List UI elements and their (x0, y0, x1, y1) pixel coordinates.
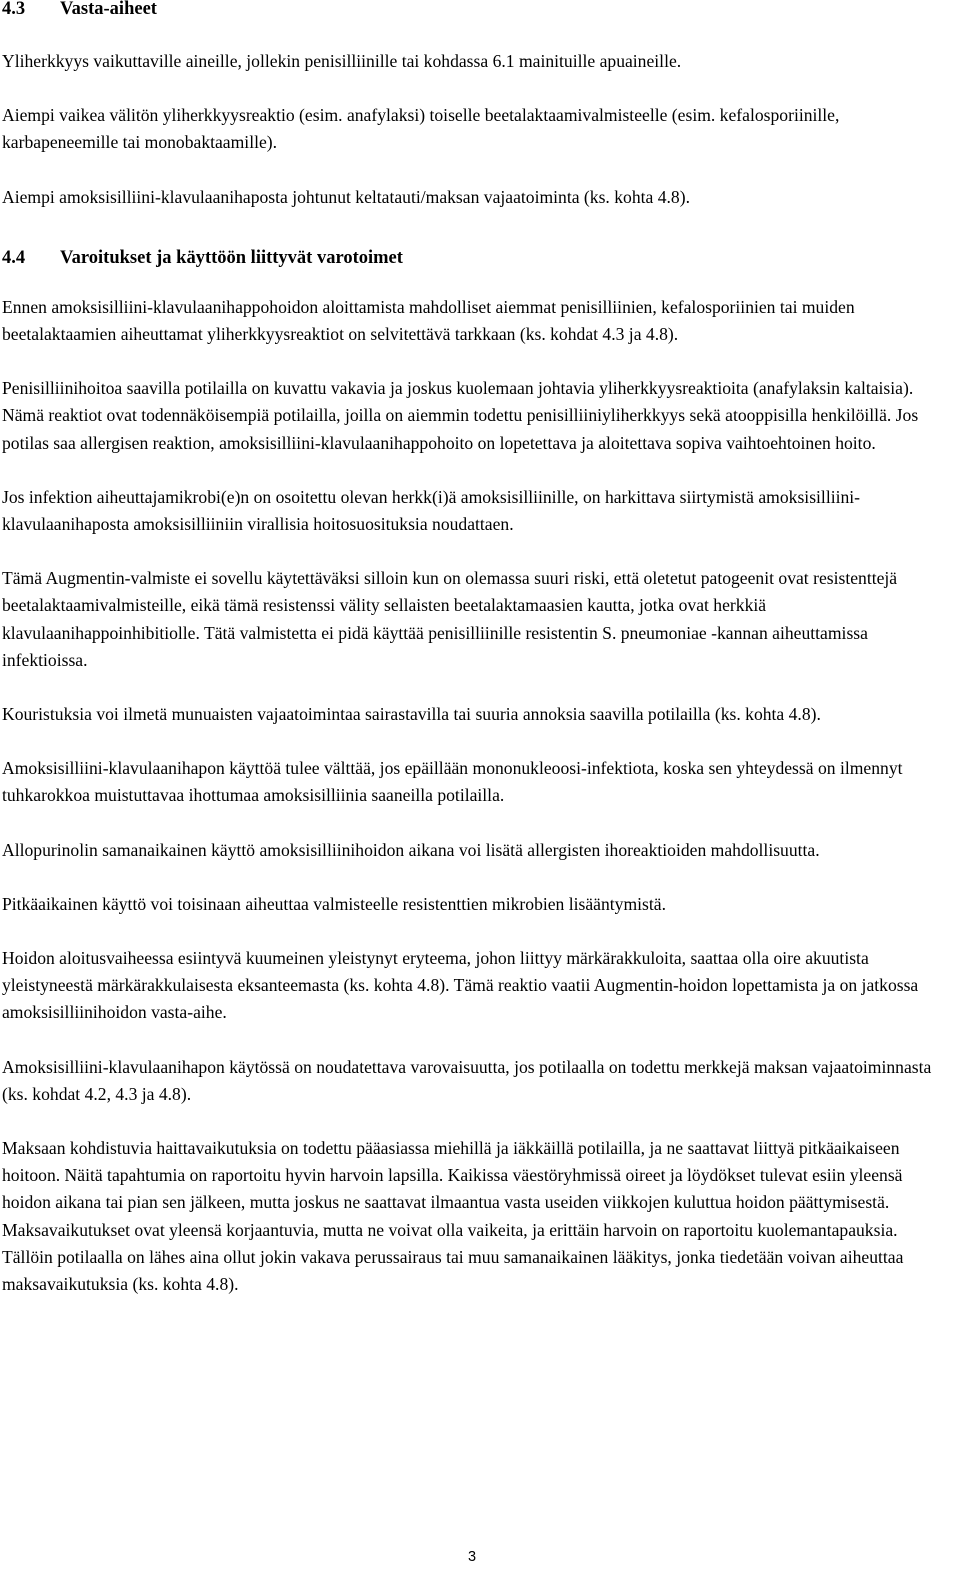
paragraph: Amoksisilliini-klavulaanihapon käytössä on noudatettava varovaisuutta, jos potilaalla on todettu merkkejä maksan vajaatoiminnasta (ks. kohdat 4.2, 4.3 ja 4.8). (2, 1056, 932, 1104)
section-title: Varoitukset ja käyttöön liittyvät varotoimet (60, 247, 403, 268)
paragraph: Tämä Augmentin-valmiste ei sovellu käytettäväksi silloin kun on olemassa suuri riski, että oletetut patogeenit ovat resistenttejä beetalaktaamivalmisteille, eikä tämä resistenssi välity sellaisten beetalaktamaasien kautta, jotka ovat herkkiä klavulaanihappoinhibitiolle. Tätä valmistetta ei pidä käyttää penisilliinille resistentin S. pneumoniae -kannan aiheuttamissa infektioissa. (2, 568, 898, 670)
paragraph: Ennen amoksisilliini-klavulaanihappohoidon aloittamista mahdolliset aiemmat penisilliinien, kefalosporiinien tai muiden beetalaktaamien aiheuttamat yliherkkyysreaktiot on selvitettävä tarkkaan (ks. kohdat 4.3 ja 4.8). (2, 296, 855, 345)
document-content (2, 0, 950, 1298)
paragraph: Allopurinolin samanaikainen käyttö amoksisilliinihoidon aikana voi lisätä allergisten ihoreaktioiden mahdollisuutta. (2, 839, 820, 860)
paragraph: Jos infektion aiheuttajamikrobi(e)n on osoitettu olevan herkk(i)ä amoksisilliinille, on harkittava siirtymistä amoksisilliini-klavulaanihaposta amoksisilliiniin virallisia hoitosuosituksia noudattaen. (2, 486, 861, 535)
paragraph: Kouristuksia voi ilmetä munuaisten vajaatoimintaa sairastavilla tai suuria annoksia saavilla potilailla (ks. kohta 4.8). (2, 704, 821, 725)
paragraph: Aiempi vaikea välitön yliherkkyysreaktio (esim. anafylaksi) toiselle beetalaktaamivalmisteelle (esim. kefalosporiinille, karbapeneemille tai monobaktaamille). (2, 105, 840, 153)
section-title: Vasta-aiheet (60, 0, 157, 19)
page-number: 3 (468, 1549, 477, 1565)
section-number: 4.4 (2, 247, 26, 268)
paragraph: Hoidon aloitusvaiheessa esiintyvä kuumeinen yleistynyt eryteema, johon liittyy märkärakkuloita, saattaa olla oire akuutista yleistyneestä märkärakkulaisesta eksanteemasta (ks. kohta 4.8). Tämä reaktio vaatii Augmentin-hoidon lopettamista ja on jatkossa amoksisilliinihoidon vasta-aihe. (2, 948, 919, 1023)
paragraph: Amoksisilliini-klavulaanihapon käyttöä tulee välttää, jos epäillään mononukleoosi-infektiota, koska sen yhteydessä on ilmennyt tuhkarokkoa muistuttavaa ihottumaa amoksisilliinia saaneilla potilailla. (2, 758, 903, 806)
paragraph: Pitkäaikainen käyttö voi toisinaan aiheuttaa valmisteelle resistenttien mikrobien lisääntymistä. (2, 893, 666, 914)
paragraph: Yliherkkyys vaikuttaville aineille, jollekin penisilliinille tai kohdassa 6.1 mainituille apuaineille. (2, 51, 682, 71)
paragraph: Penisilliinihoitoa saavilla potilailla on kuvattu vakavia ja joskus kuolemaan johtavia yliherkkyysreaktioita (anafylaksin kaltaisia). Nämä reaktiot ovat todennäköisempiä potilailla, joilla on aiemmin todettu penisilliiniyliherkkyys sekä atooppisilla henkilöillä. Jos potilas saa allergisen reaktion, amoksisilliini-klavulaanihappohoito on lopetettava ja aloitettava sopiva vaihtoehtoinen hoito. (2, 378, 919, 453)
section-heading-4-3 (2, 0, 950, 20)
paragraph: Aiempi amoksisilliini-klavulaanihaposta johtunut keltatauti/maksan vajaatoiminta (ks. kohta 4.8). (2, 186, 690, 207)
section-number: 4.3 (2, 0, 26, 19)
paragraph: Maksaan kohdistuvia haittavaikutuksia on todettu pääasiassa miehillä ja iäkkäillä potilailla, ja ne saattavat liittyä pitkäaikaiseen hoitoon. Näitä tapahtumia on raportoitu hyvin harvoin lapsilla. Kaikissa väestöryhmissä oireet ja löydökset tulevat esiin yleensä hoidon aikana tai pian sen jälkeen, mutta joskus ne saattavat ilmaantua vasta useiden viikkojen kuluttua hoidon päättymisestä. Maksavaikutukset ovat yleensä korjaantuvia, mutta ne voivat olla vaikeita, ja erittäin harvoin on raportoitu kuolemantapauksia. Tällöin potilaalla on lähes aina ollut jokin vakava perussairaus tai muu samanaikainen lääkitys, jonka tiedetään voivan aiheuttaa maksavaikutuksia (ks. kohta 4.8). (2, 1138, 904, 1295)
section-heading-4-4 (2, 247, 950, 269)
